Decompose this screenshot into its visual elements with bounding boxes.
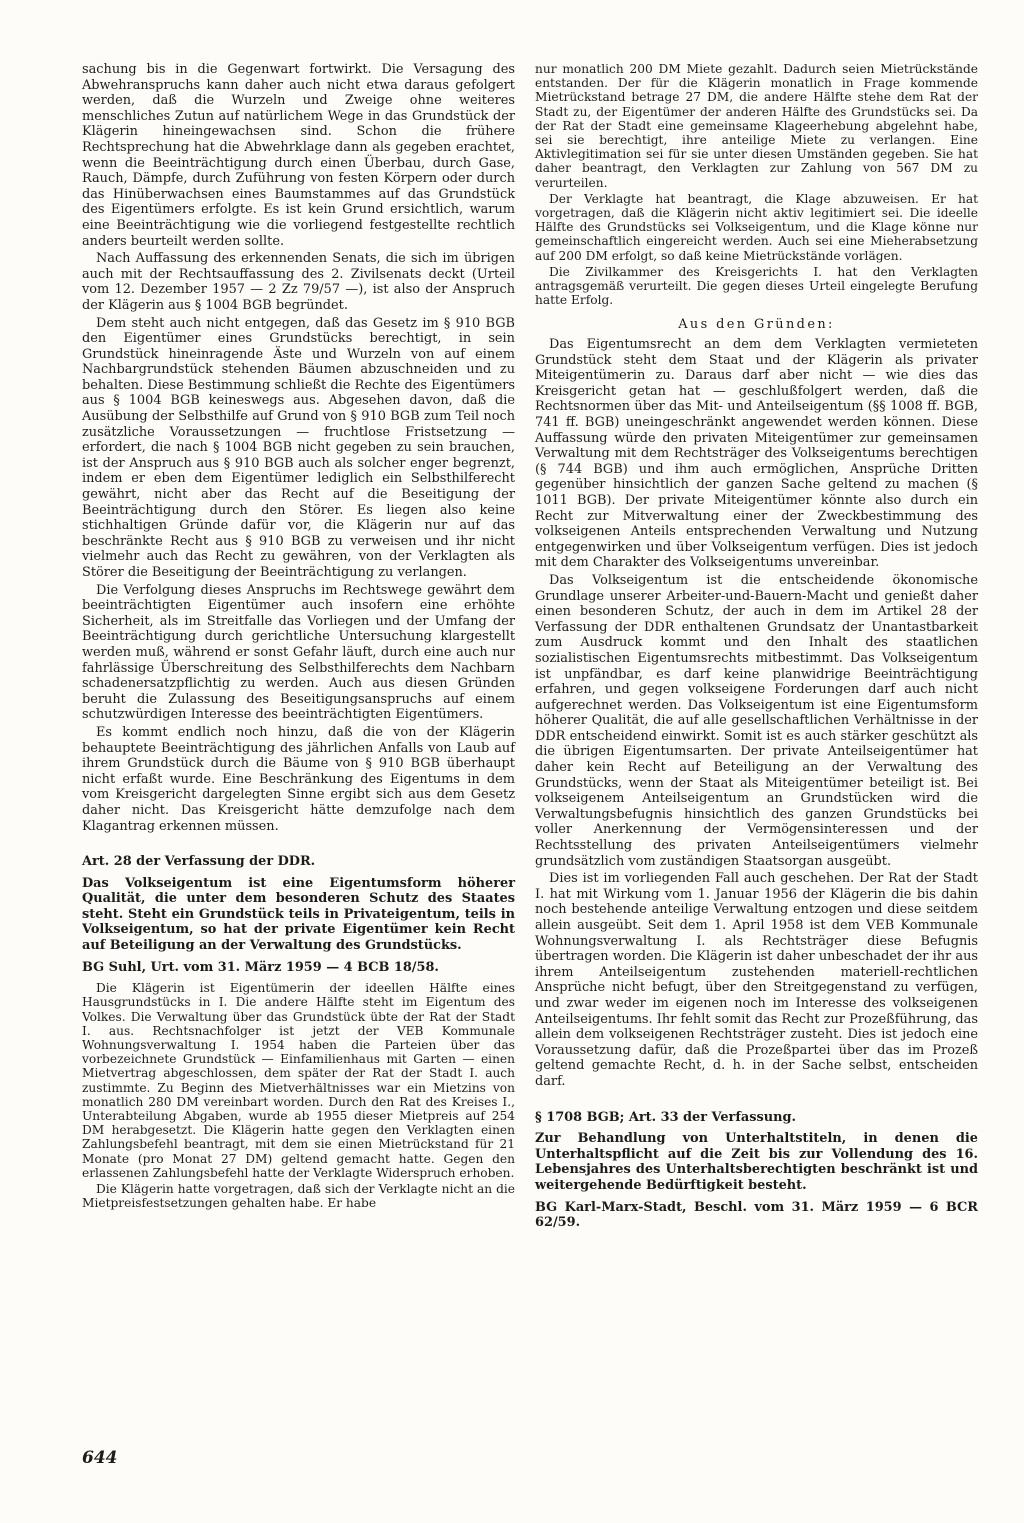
headnote: Zur Behandlung von Unterhaltstiteln, in denen die Unterhaltspflicht auf die Zeit bis zur Vollendung des 16. Lebensjahres des Unterhaltsberechtigten beschränkt ist und weitergehende Bedürftigkeit besteht. <box>535 1131 978 1193</box>
facts-paragraph: Die Zivilkammer des Kreisgerichts I. hat den Verklagten antragsgemäß verurteilt. Die gegen dieses Urteil eingelegte Berufung hatte Erfolg. <box>535 264 978 308</box>
paragraph: Das Eigentumsrecht an dem dem Verklagten vermieteten Grundstück steht dem Staat und der Klägerin als privater Miteigentümerin zu. Daraus darf aber nicht — wie dies das Kreisgericht getan hat — geschlußfolgert werden, daß die Rechtsnormen über das Mit- und Anteilseigentum (§§ 1008 ff. BGB, 741 ff. BGB) uneingeschränkt angewendet werden können. Diese Auffassung würde den privaten Miteigentümer zur gemeinsamen Verwaltung mit dem Rechtsträger des Volkseigentums berechtigen (§ 744 BGB) und ihm auch ermöglichen, Ansprüche Dritten gegenüber hinsichtlich der ganzen Sache geltend zu machen (§ 1011 BGB). Der private Miteigentümer könnte also durch ein Recht zur Mitverwaltung einer der Zweckbestimmung des volkseigenen Anteils entsprechenden Verwaltung und Nutzung entgegenwirken und über Volkseigentum verfügen. Dies ist jedoch mit dem Charakter des Volkseigentums unvereinbar. <box>535 337 978 571</box>
facts-paragraph: Die Klägerin hatte vorgetragen, daß sich der Verklagte nicht an die Mietpreisfestsetzungen gehalten habe. Er habe <box>82 1182 515 1211</box>
paragraph: Dem steht auch nicht entgegen, daß das Gesetz im § 910 BGB den Eigentümer eines Grundstücks berechtigt, in sein Grundstück hineinragende Äste und Wurzeln von auf einem Nachbargrundstück stehenden Bäumen abzuschneiden und zu behalten. Diese Bestimmung schließt die Rechte des Eigentümers aus § 1004 BGB keineswegs aus. Abgesehen davon, daß die Ausübung der Selbsthilfe auf Grund von § 910 BGB zum Teil noch zusätzliche Voraussetzungen — fruchtlose Fristsetzung — erfordert, die nach § 1004 BGB nicht gegeben zu sein brauchen, ist der Anspruch aus § 910 BGB auch als solcher enger begrenzt, indem er eben dem Eigentümer lediglich ein Selbsthilferecht gewährt, nicht aber das Recht auf die Beseitigung der Beeinträchtigung durch den Störer. Es liegen also keine stichhaltigen Gründe dafür vor, die Klägerin nur auf das beschränkte Recht aus § 910 BGB zu verweisen und ihr nicht vielmehr auch das Recht zu gewähren, von der Verklagten als Störer die Beseitigung der Beeinträchtigung zu verlangen. <box>82 315 515 580</box>
paragraph: Dies ist im vorliegenden Fall auch geschehen. Der Rat der Stadt I. hat mit Wirkung vom 1. Januar 1956 der Klägerin die bis dahin noch bestehende anteilige Verwaltung entzogen und diese seitdem allein ausgeübt. Seit dem 1. April 1958 ist dem VEB Kommunale Wohnungsverwaltung I. als Rechtsträger diese Befugnis übertragen worden. Die Klägerin ist daher unbeschadet der ihr aus ihrem Anteilseigentum zustehenden materiell-rechtlichen Ansprüche nicht befugt, über den Streitgegenstand zu verfügen, und zwar weder im eigenen noch im Interesse des volkseigenen Anteilseigentums. Ihr fehlt somit das Recht zur Prozeßführung, das allein dem volkseigenen Rechtsträger zusteht. Dies ist jedoch eine Voraussetzung dafür, daß die Prozeßpartei über das im Prozeß geltend gemachte Recht, d. h. in der Sache selbst, entscheiden darf. <box>535 871 978 1089</box>
paragraph: Es kommt endlich noch hinzu, daß die von der Klägerin behauptete Beeinträchtigung des jährlichen Anfalls von Laub auf ihrem Grundstück durch die Bäume von § 910 BGB überhaupt nicht erfaßt wurde. Eine Beschränkung des Eigentums in dem vom Kreisgericht dargelegten Sinne ergibt sich aus dem Gesetz daher nicht. Das Kreisgericht hätte demzufolge nach dem Klagantrag erkennen müssen. <box>82 724 515 834</box>
paragraph: Die Verfolgung dieses Anspruchs im Rechtswege gewährt dem beeinträchtigten Eigentümer auch insofern eine erhöhte Sicherheit, als im Streitfalle das Vorliegen und der Umfang der Beeinträchtigung durch gerichtliche Untersuchung klargestellt werden muß, während er sonst Gefahr läuft, durch eine auch nur fahrlässige Überschreitung des Selbsthilferechts dem Nachbarn schadenersatzpflichtig zu werden. Auch aus diesen Gründen beruht die Zulassung des Beseitigungsanspruchs auf einem schutzwürdigen Interesse des beeinträchtigten Eigentümers. <box>82 582 515 723</box>
headnote: Das Volkseigentum ist eine Eigentumsform höherer Qualität, die unter dem besonderen Schutz des Staates steht. Steht ein Grundstück teils in Privateigentum, teils in Volkseigentum, so hat der private Eigentümer kein Recht auf Beteiligung an der Verwaltung des Grundstücks. <box>82 875 515 954</box>
facts-paragraph: nur monatlich 200 DM Miete gezahlt. Dadurch seien Mietrückstände entstanden. Der für die Klägerin monatlich in Frage kommende Mietrückstand betrage 27 DM, die andere Hälfte stehe dem Rat der Stadt zu, der Eigentümer der anderen Hälfte des Grundstücks sei. Da der Rat der Stadt eine gemeinsame Klageerhebung abgelehnt habe, sei sie berechtigt, ihre anteilige Miete zu verlangen. Eine Aktivlegitimation sei für sie unter diesen Umständen gegeben. Sie hat daher beantragt, den Verklagten zur Zahlung von 567 DM zu verurteilen. <box>535 62 978 190</box>
court-citation: BG Suhl, Urt. vom 31. März 1959 — 4 BCB 18/58. <box>82 959 439 975</box>
paragraph: sachung bis in die Gegenwart fortwirkt. Die Versagung des Abwehranspruchs kann daher auch nicht etwa daraus gefolgert werden, daß die Wurzeln und Zweige ohne weiteres menschliches Zutun auf natürlichem Wege in das Grundstück der Klägerin hineingewachsen sind. Schon die frühere Rechtsprechung hat die Abwehrklage dann als gegeben erachtet, wenn die Beeinträchtigung durch einen Überbau, durch Gase, Rauch, Dämpfe, durch Zuführung von festen Körpern oder durch das Hinüberwachsen eines Baumstammes auf das Grundstück des Eigentümers erfolgte. Es ist kein Grund ersichtlich, warum eine Beeinträchtigung wie die vorliegend festgestellte rechtlich anders beurteilt werden sollte. <box>82 62 515 249</box>
page-number: 644 <box>82 1448 118 1468</box>
paragraph: Das Volkseigentum ist die entscheidende ökonomische Grundlage unserer Arbeiter-und-Bauern-Macht und genießt daher einen besonderen Schutz, der auch in dem im Artikel 28 der Verfassung der DDR enthaltenen Grundsatz der Unantastbarkeit zum Ausdruck kommt und den Inhalt des staatlichen sozialistischen Eigentumsrechts mitbestimmt. Das Volkseigentum ist unpfändbar, es darf keine planwidrige Beeinträchtigung erfahren, und gegen volkseigene Forderungen darf auch nicht aufgerechnet werden. Das Volkseigentum ist eine Eigentumsform höherer Qualität, die auf alle gesellschaftlichen Verhältnisse in der DDR entscheidend einwirkt. Somit ist es auch stärker geschützt als die übrigen Eigentumsarten. Der private Anteilseigentümer hat daher kein Recht auf Beteiligung an der Verwaltung des Grundstücks, wenn der Staat als Miteigentümer beteiligt ist. Bei volkseigenem Anteilseigentum an Grundstücken wird die Verwaltungsbefugnis hinsichtlich des ganzen Grundstücks bei voller Anerkennung der Vermögensinteressen und der Rechtsstellung des privaten Anteilseigentümers vielmehr grundsätzlich vom zuständigen Staatsorgan ausgeübt. <box>535 572 978 869</box>
case-heading: § 1708 BGB; Art. 33 der Verfassung. <box>535 1109 796 1125</box>
paragraph: Nach Auffassung des erkennenden Senats, die sich im übrigen auch mit der Rechtsauffassung des 2. Zivilsenats deckt (Urteil vom 12. Dezember 1957 — 2 Zz 79/57 —), ist also der Anspruch der Klägerin aus § 1004 BGB begründet. <box>82 251 515 313</box>
right-column <box>535 62 978 1237</box>
reasons-heading: Aus den Gründen: <box>678 317 835 333</box>
case-heading: Art. 28 der Verfassung der DDR. <box>82 854 316 870</box>
facts-paragraph: Die Klägerin ist Eigentümerin der ideellen Hälfte eines Hausgrundstücks in I. Die andere Hälfte steht im Eigentum des Volkes. Die Verwaltung über das Grundstück übte der Rat der Stadt I. aus. Rechtsnachfolger ist jetzt der VEB Kommunale Wohnungsverwaltung I. 1954 haben die Parteien über das vorbezeichnete Grundstück — Einfamilienhaus mit Garten — einen Mietvertrag abgeschlossen, dem später der Rat der Stadt I. auch zustimmte. Zu Beginn des Mietverhältnisses war ein Mietzins von monatlich 280 DM vereinbart worden. Durch den Rat des Kreises I., Unterabteilung Abgaben, wurde ab 1955 dieser Mietpreis auf 254 DM herabgesetzt. Die Klägerin hatte gegen den Verklagten einen Zahlungsbefehl beantragt, mit dem sie einen Mietrückstand für 21 Monate (pro Monat 27 DM) geltend gemacht hatte. Gegen den erlassenen Zahlungsbefehl hatte der Verklagte Widerspruch erhoben. <box>82 981 515 1180</box>
facts-paragraph: Der Verklagte hat beantragt, die Klage abzuweisen. Er hat vorgetragen, daß die Klägerin nicht aktiv legitimiert sei. Die ideelle Hälfte des Grundstücks sei Volkseigentum, und die Klage könne nur gemeinschaftlich eingereicht werden. Auch sei eine Mieherabsetzung auf 200 DM erfolgt, so daß keine Mietrückstände vorlägen. <box>535 191 978 263</box>
left-column <box>82 62 515 1213</box>
court-citation: BG Karl-Marx-Stadt, Beschl. vom 31. März 1959 — 6 BCR 62/59. <box>535 1199 978 1231</box>
